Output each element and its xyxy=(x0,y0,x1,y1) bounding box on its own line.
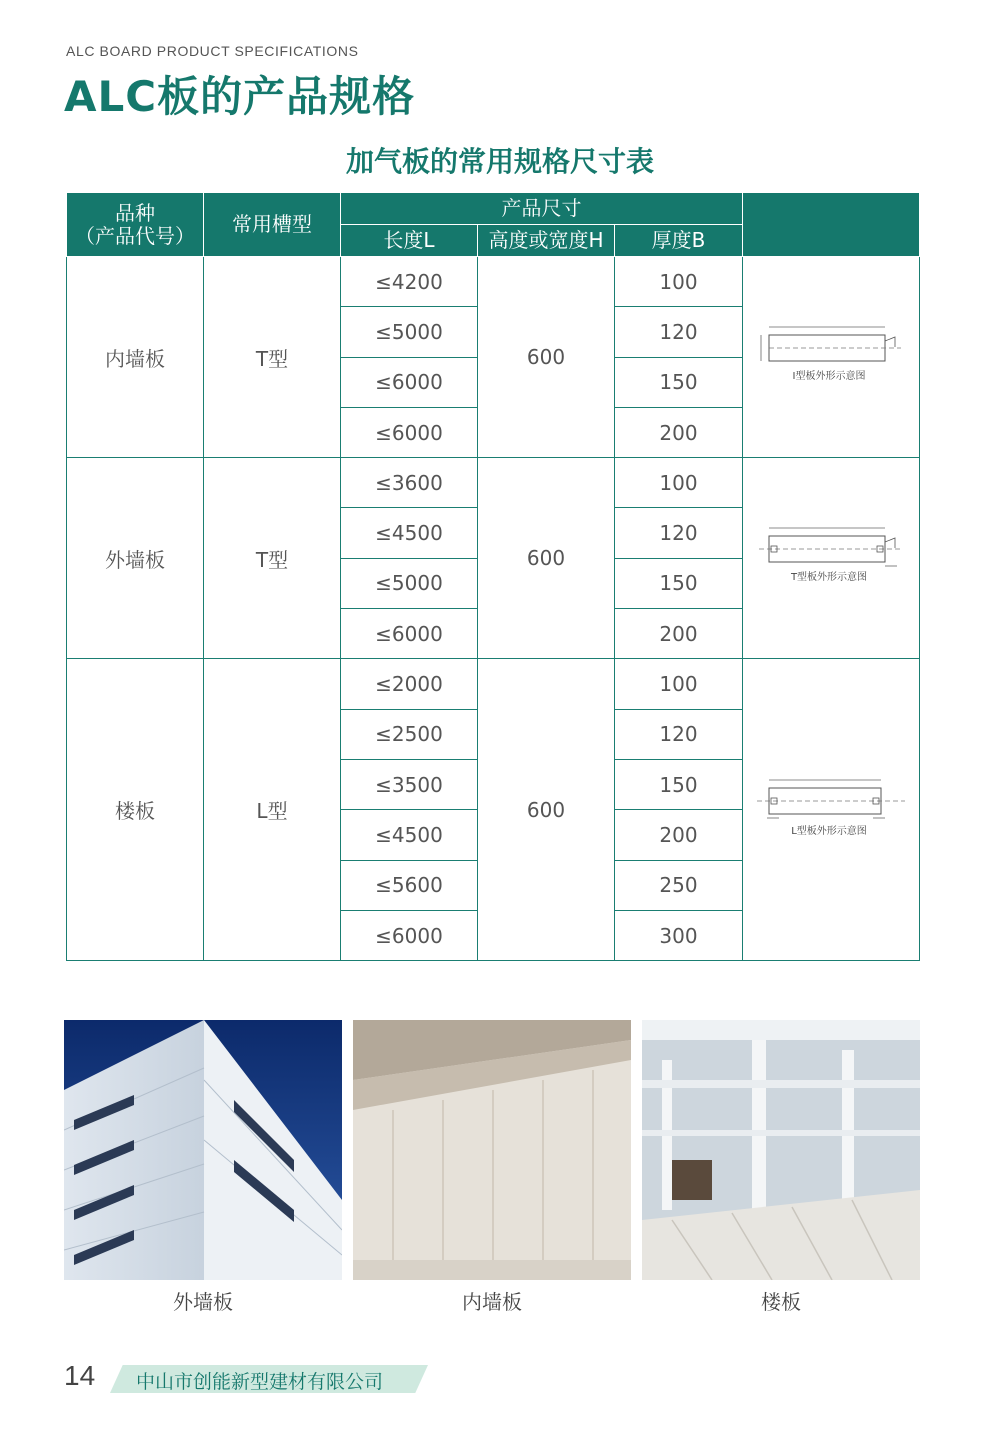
photo-strip xyxy=(64,1020,920,1280)
height-cell: 600 xyxy=(478,257,615,458)
length-cell: ≤4500 xyxy=(341,810,478,860)
header-thickness: 厚度B xyxy=(615,225,743,257)
length-cell: ≤6000 xyxy=(341,910,478,960)
l-panel-diagram xyxy=(751,770,911,850)
diagram-cell xyxy=(743,257,920,458)
length-cell: ≤2000 xyxy=(341,659,478,709)
thickness-cell: 300 xyxy=(615,910,743,960)
thickness-cell: 120 xyxy=(615,307,743,357)
length-cell: ≤6000 xyxy=(341,357,478,407)
header-variety xyxy=(67,193,204,257)
header-length: 长度L xyxy=(341,225,478,257)
groove-cell: L型 xyxy=(204,659,341,961)
page-number: 14 xyxy=(64,1360,96,1391)
eyebrow-text: ALC BOARD PRODUCT SPECIFICATIONS xyxy=(66,43,359,59)
length-cell: ≤3600 xyxy=(341,458,478,508)
length-cell: ≤6000 xyxy=(341,609,478,659)
photo-caption: 外墙板 xyxy=(173,1290,233,1314)
header-variety-line1: 品种 xyxy=(115,200,155,225)
spec-table xyxy=(66,192,920,961)
header-size: 产品尺寸 xyxy=(341,193,743,225)
length-cell: ≤5000 xyxy=(341,307,478,357)
thickness-cell: 200 xyxy=(615,609,743,659)
groove-cell: T型 xyxy=(204,458,341,659)
groove-cell: T型 xyxy=(204,257,341,458)
thickness-cell: 150 xyxy=(615,759,743,809)
table-row xyxy=(67,257,920,307)
exterior-wall-photo xyxy=(64,1020,342,1280)
header-variety-line2: （产品代号） xyxy=(75,223,195,248)
page-title: ALC板的产品规格 xyxy=(64,72,416,121)
variety-cell: 内墙板 xyxy=(67,257,204,458)
thickness-cell: 120 xyxy=(615,709,743,759)
variety-cell: 外墙板 xyxy=(67,458,204,659)
thickness-cell: 150 xyxy=(615,357,743,407)
length-cell: ≤3500 xyxy=(341,759,478,809)
thickness-cell: 100 xyxy=(615,659,743,709)
thickness-cell: 120 xyxy=(615,508,743,558)
photo-caption: 内墙板 xyxy=(462,1290,522,1314)
diagram-caption: L型板外形示意图 xyxy=(791,825,867,837)
header-groove: 常用槽型 xyxy=(204,193,341,257)
diagram-cell xyxy=(743,659,920,961)
floor-slab-photo xyxy=(642,1020,920,1280)
height-cell: 600 xyxy=(478,659,615,961)
length-cell: ≤4200 xyxy=(341,257,478,307)
table-row xyxy=(67,458,920,508)
variety-cell: 楼板 xyxy=(67,659,204,961)
photo-caption: 楼板 xyxy=(761,1290,801,1314)
i-panel-diagram xyxy=(751,317,911,397)
diagram-caption: I型板外形示意图 xyxy=(792,371,866,383)
length-cell: ≤5600 xyxy=(341,860,478,910)
thickness-cell: 150 xyxy=(615,558,743,608)
length-cell: ≤5000 xyxy=(341,558,478,608)
diagram-caption: T型板外形示意图 xyxy=(790,572,868,584)
table-title: 加气板的常用规格尺寸表 xyxy=(345,145,654,178)
length-cell: ≤6000 xyxy=(341,407,478,457)
header-height: 高度或宽度H xyxy=(478,225,615,257)
company-name: 中山市创能新型建材有限公司 xyxy=(136,1371,384,1393)
height-cell: 600 xyxy=(478,458,615,659)
thickness-cell: 250 xyxy=(615,860,743,910)
thickness-cell: 100 xyxy=(615,458,743,508)
thickness-cell: 200 xyxy=(615,407,743,457)
table-row xyxy=(67,659,920,709)
thickness-cell: 200 xyxy=(615,810,743,860)
length-cell: ≤2500 xyxy=(341,709,478,759)
header-diagram xyxy=(743,193,920,257)
thickness-cell: 100 xyxy=(615,257,743,307)
t-panel-diagram xyxy=(751,518,911,598)
diagram-cell xyxy=(743,458,920,659)
interior-wall-photo xyxy=(353,1020,631,1280)
length-cell: ≤4500 xyxy=(341,508,478,558)
